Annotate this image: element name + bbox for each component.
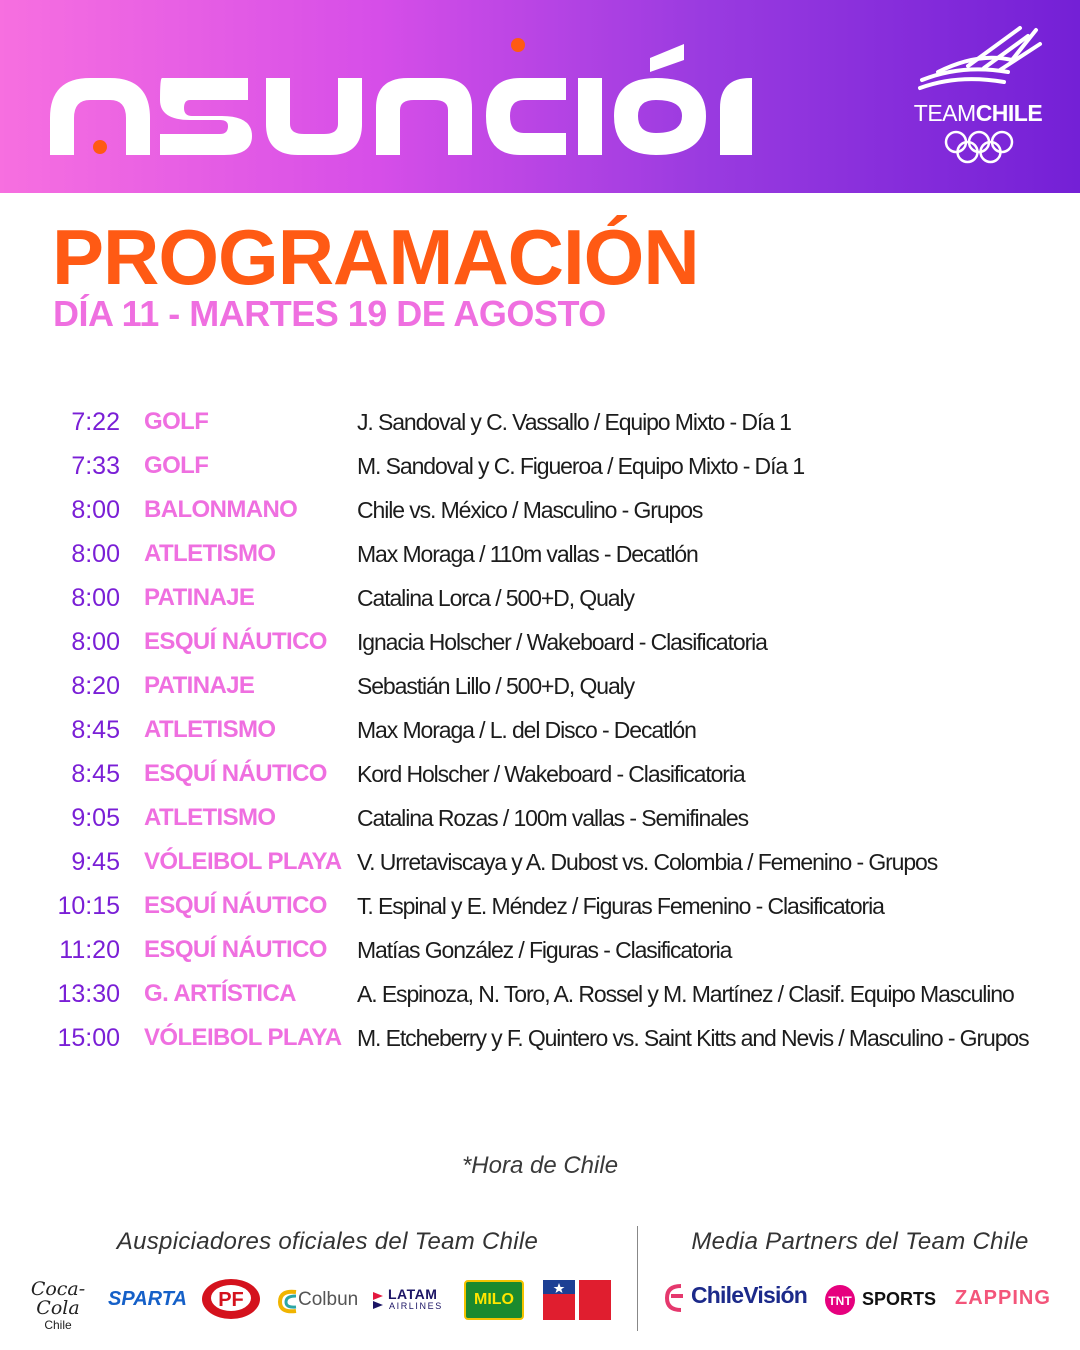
schedule-row <box>0 884 1080 928</box>
chilevision-logo <box>663 1280 808 1314</box>
schedule-row <box>0 752 1080 796</box>
schedule-sport: GOLF <box>144 408 209 435</box>
schedule-event: V. Urretaviscaya y A. Dubost vs. Colombia / Femenino - Grupos <box>357 849 938 875</box>
schedule-sport: BALONMANO <box>144 496 298 523</box>
cocacola-wordmark: Coca-Cola <box>30 1278 86 1319</box>
schedule-sport: ESQUÍ NÁUTICO <box>144 936 327 963</box>
latam-text: LATAM <box>388 1286 438 1302</box>
team-chile-emblem-icon <box>908 22 1048 102</box>
schedule-sport: ATLETISMO <box>144 716 276 743</box>
schedule-time: 7:33 <box>71 452 120 480</box>
schedule-event: J. Sandoval y C. Vassallo / Equipo Mixto - Día 1 <box>357 409 791 435</box>
wordmark-dot-2 <box>511 38 525 52</box>
schedule-event: Chile vs. México / Masculino - Grupos <box>357 497 703 523</box>
tnt-sports-text: SPORTS <box>862 1289 937 1309</box>
schedule-row <box>0 664 1080 708</box>
schedule-time: 8:00 <box>71 584 120 612</box>
media-partners-label: Media Partners del Team Chile <box>691 1228 1029 1255</box>
latam-mark-icon <box>371 1288 387 1314</box>
team-chile-logo <box>908 22 1048 172</box>
schedule-row <box>0 576 1080 620</box>
schedule-time: 9:45 <box>71 848 120 876</box>
schedule-time: 7:22 <box>71 408 120 436</box>
schedule-time: 8:45 <box>71 716 120 744</box>
schedule-row <box>0 1016 1080 1060</box>
colbun-text: Colbun <box>298 1289 359 1310</box>
chilevision-mark-icon <box>663 1280 687 1314</box>
schedule-sport: PATINAJE <box>144 672 255 699</box>
schedule-event: Max Moraga / L. del Disco - Decatlón <box>357 717 696 743</box>
schedule-sport: ESQUÍ NÁUTICO <box>144 892 327 919</box>
schedule-event: A. Espinoza, N. Toro, A. Rossel y M. Martínez / Clasif. Equipo Masculino <box>357 981 1014 1007</box>
schedule-sport: VÓLEIBOL PLAYA <box>144 848 342 875</box>
schedule-row <box>0 796 1080 840</box>
zapping-logo: ZAPPING <box>955 1287 1051 1309</box>
chile-word: CHILE <box>975 100 1043 126</box>
milo-text: MILO <box>474 1291 514 1308</box>
schedule-time: 15:00 <box>57 1024 120 1052</box>
timezone-note: *Hora de Chile <box>461 1152 619 1179</box>
team-word: TEAM <box>913 100 976 126</box>
schedule-event: Catalina Lorca / 500+D, Qualy <box>357 585 634 611</box>
schedule-time: 9:05 <box>71 804 120 832</box>
schedule-sport: VÓLEIBOL PLAYA <box>144 1024 342 1051</box>
latam-sub: AIRLINES <box>389 1301 443 1311</box>
schedule-time: 8:20 <box>71 672 120 700</box>
pf-badge-icon <box>201 1278 261 1320</box>
schedule-time: 8:00 <box>71 540 120 568</box>
gobierno-chile-icon <box>543 1280 611 1320</box>
tnt-badge-icon <box>822 1284 858 1316</box>
schedule-time: 8:45 <box>71 760 120 788</box>
team-chile-text <box>908 100 1048 127</box>
schedule-time: 11:20 <box>59 936 120 964</box>
schedule-sport: ESQUÍ NÁUTICO <box>144 628 327 655</box>
cocacola-sub: Chile <box>44 1318 72 1332</box>
schedule-row <box>0 972 1080 1016</box>
schedule-event: Max Moraga / 110m vallas - Decatlón <box>357 541 698 567</box>
schedule-row <box>0 620 1080 664</box>
schedule-event: M. Sandoval y C. Figueroa / Equipo Mixto - Día 1 <box>357 453 805 479</box>
header-banner <box>0 0 1080 193</box>
schedule-time: 8:00 <box>71 496 120 524</box>
svg-text:TNT: TNT <box>828 1294 852 1308</box>
schedule-row <box>0 532 1080 576</box>
page-title: PROGRAMACIÓN <box>52 213 699 301</box>
schedule-row <box>0 708 1080 752</box>
cocacola-logo <box>22 1280 94 1332</box>
footer-divider <box>637 1226 638 1331</box>
schedule-sport: ATLETISMO <box>144 804 276 831</box>
schedule-event: Ignacia Holscher / Wakeboard - Clasificatoria <box>357 629 767 655</box>
schedule-time: 8:00 <box>71 628 120 656</box>
latam-logo <box>371 1286 447 1316</box>
colbun-swirl-icon <box>276 1286 300 1316</box>
schedule-row <box>0 400 1080 444</box>
schedule-sport: PATINAJE <box>144 584 255 611</box>
schedule-event: T. Espinal y E. Méndez / Figuras Femenino - Clasificatoria <box>357 893 884 919</box>
schedule-time: 10:15 <box>57 892 120 920</box>
pf-text: PF <box>218 1289 244 1311</box>
schedule-event: Catalina Rozas / 100m vallas - Semifinales <box>357 805 748 831</box>
schedule-row <box>0 444 1080 488</box>
olympic-rings-icon <box>944 130 1014 164</box>
tnt-sports-logo <box>822 1284 937 1316</box>
schedule-row <box>0 488 1080 532</box>
milo-logo <box>464 1280 524 1320</box>
pf-logo <box>201 1278 261 1320</box>
page-subtitle: DÍA 11 - MARTES 19 DE AGOSTO <box>53 293 606 334</box>
schedule-time: 13:30 <box>57 980 120 1008</box>
gobierno-logo <box>543 1280 611 1320</box>
schedule-row <box>0 928 1080 972</box>
colbun-logo <box>276 1284 358 1320</box>
schedule-sport: ATLETISMO <box>144 540 276 567</box>
schedule-event: M. Etcheberry y F. Quintero vs. Saint Kitts and Nevis / Masculino - Grupos <box>357 1025 1029 1051</box>
schedule-sport: G. ARTÍSTICA <box>144 980 296 1007</box>
schedule-row <box>0 840 1080 884</box>
schedule-sport: GOLF <box>144 452 209 479</box>
sponsors-label: Auspiciadores oficiales del Team Chile <box>116 1228 539 1255</box>
schedule-sport: ESQUÍ NÁUTICO <box>144 760 327 787</box>
schedule-event: Sebastián Lillo / 500+D, Qualy <box>357 673 635 699</box>
wordmark-dot-1 <box>93 140 107 154</box>
sparta-logo: SPARTA <box>108 1288 187 1310</box>
schedule-event: Kord Holscher / Wakeboard - Clasificatoria <box>357 761 745 787</box>
schedule-event: Matías González / Figuras - Clasificatoria <box>357 937 732 963</box>
chilevision-text: ChileVisión <box>691 1282 808 1308</box>
